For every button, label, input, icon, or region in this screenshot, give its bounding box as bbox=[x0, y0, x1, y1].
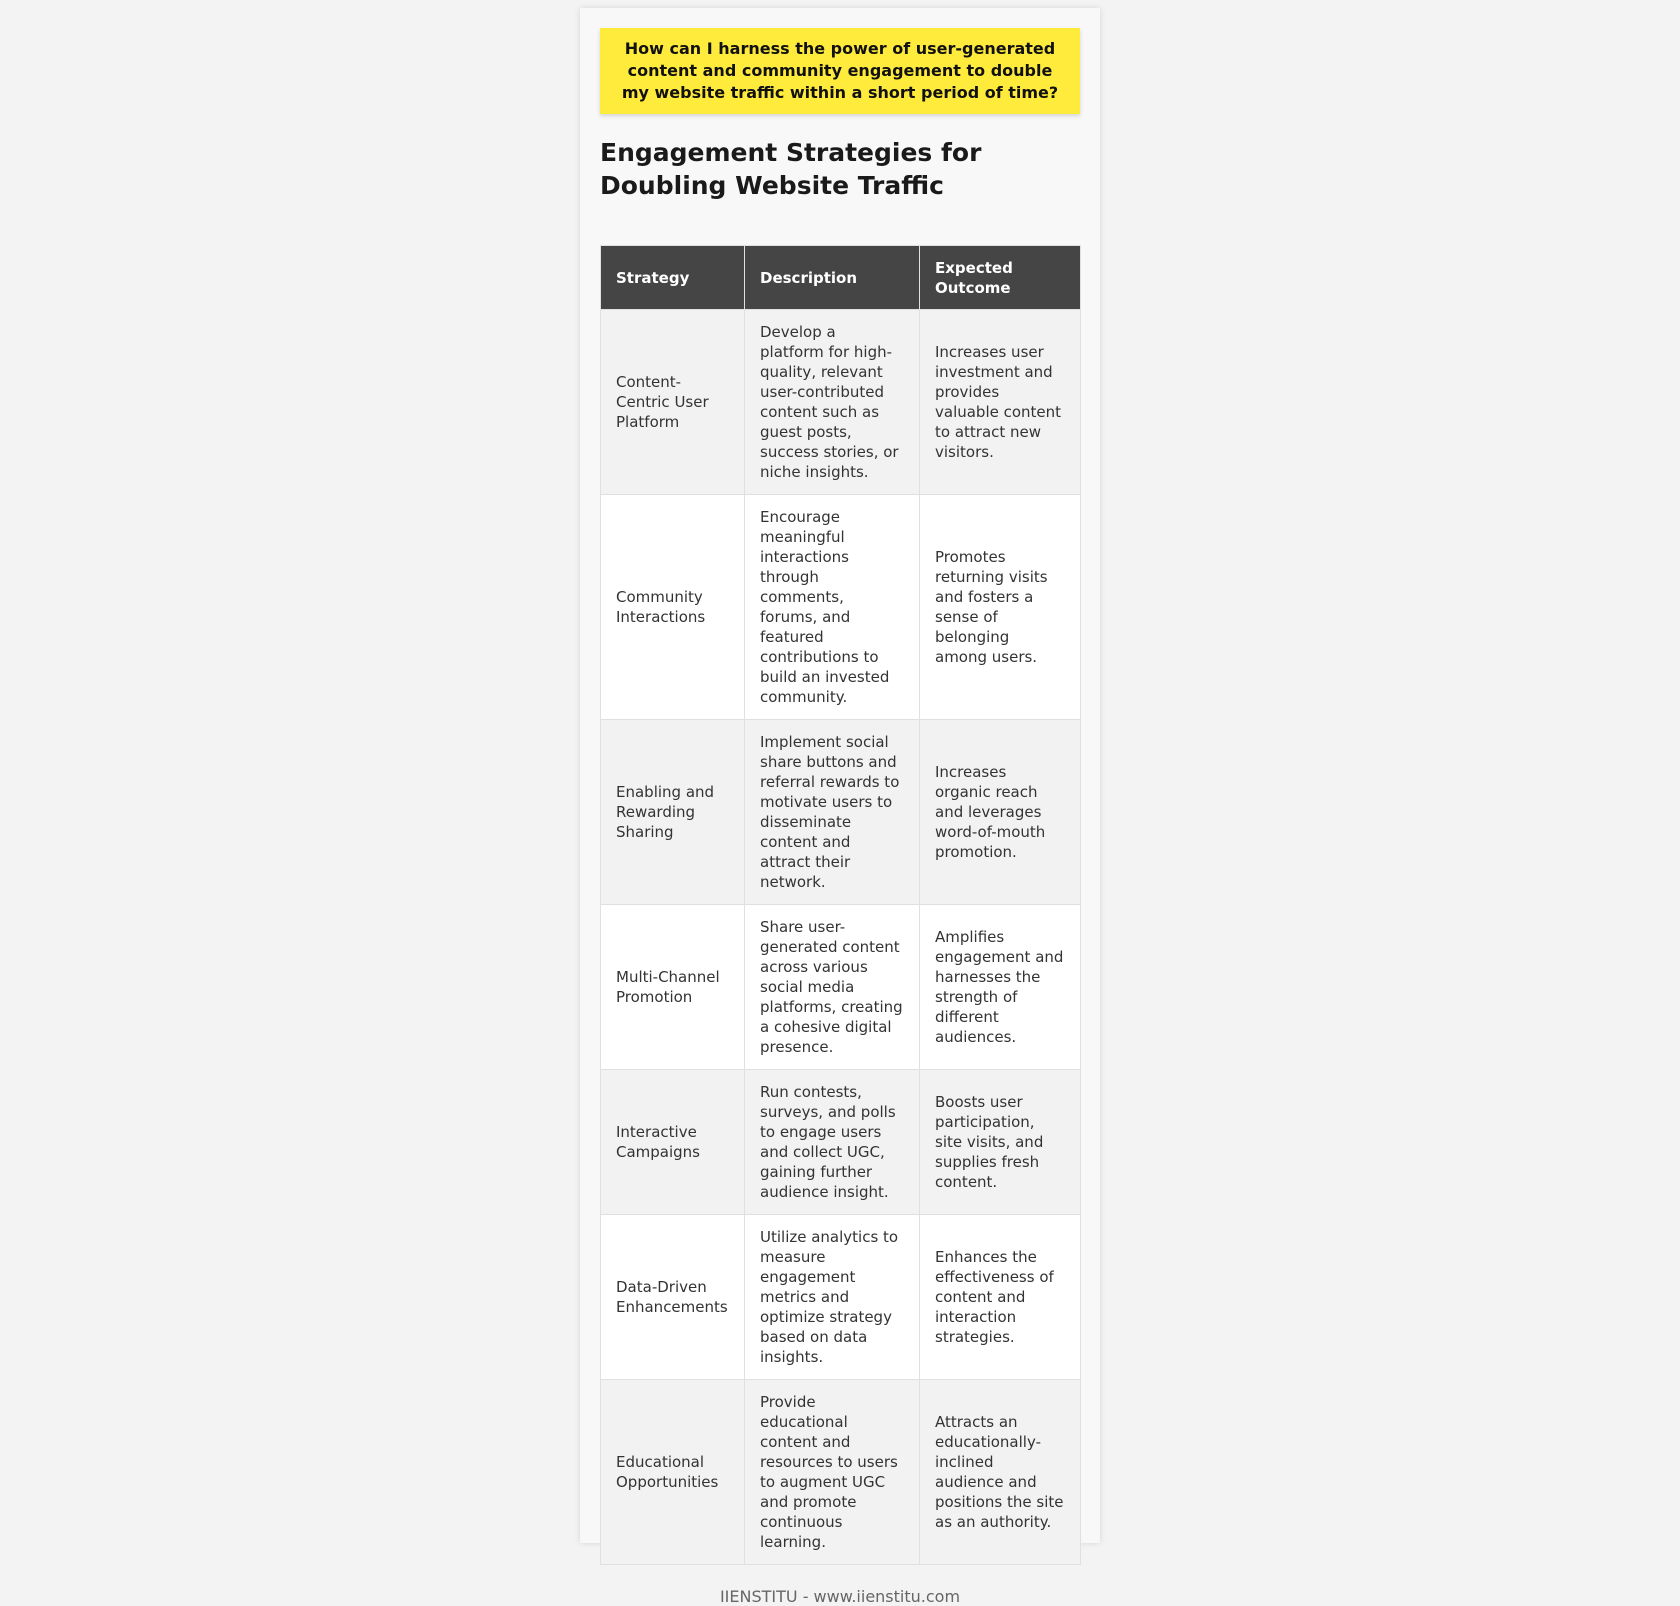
header-expected-outcome: Expected Outcome bbox=[920, 246, 1081, 310]
description-cell: Implement social share buttons and referral rewards to motivate users to disseminate content and attract their network. bbox=[745, 720, 920, 905]
table-row bbox=[601, 905, 1081, 1070]
strategy-cell: Community Interactions bbox=[601, 495, 745, 720]
strategy-cell: Educational Opportunities bbox=[601, 1380, 745, 1565]
outcome-cell: Promotes returning visits and fosters a sense of belonging among users. bbox=[920, 495, 1081, 720]
description-cell: Develop a platform for high-quality, relevant user-contributed content such as guest posts, success stories, or niche insights. bbox=[745, 310, 920, 495]
strategy-cell: Content-Centric User Platform bbox=[601, 310, 745, 495]
table-row bbox=[601, 720, 1081, 905]
table-row bbox=[601, 1070, 1081, 1215]
description-cell: Utilize analytics to measure engagement metrics and optimize strategy based on data insights. bbox=[745, 1215, 920, 1380]
outcome-cell: Amplifies engagement and harnesses the strength of different audiences. bbox=[920, 905, 1081, 1070]
strategy-cell: Data-Driven Enhancements bbox=[601, 1215, 745, 1380]
strategy-cell: Interactive Campaigns bbox=[601, 1070, 745, 1215]
table-row bbox=[601, 310, 1081, 495]
strategy-cell: Multi-Channel Promotion bbox=[601, 905, 745, 1070]
header-strategy: Strategy bbox=[601, 246, 745, 310]
outcome-cell: Increases organic reach and leverages word-of-mouth promotion. bbox=[920, 720, 1081, 905]
question-banner: How can I harness the power of user-generated content and community engagement to double my website traffic within a short period of time? bbox=[600, 28, 1080, 114]
description-cell: Provide educational content and resources to users to augment UGC and promote continuous learning. bbox=[745, 1380, 920, 1565]
outcome-cell: Attracts an educationally-inclined audience and positions the site as an authority. bbox=[920, 1380, 1081, 1565]
outcome-cell: Boosts user participation, site visits, and supplies fresh content. bbox=[920, 1070, 1081, 1215]
table-header-row bbox=[601, 246, 1081, 310]
table-row bbox=[601, 495, 1081, 720]
table-row bbox=[601, 1215, 1081, 1380]
page-title: Engagement Strategies for Doubling Website Traffic bbox=[600, 138, 982, 200]
description-cell: Encourage meaningful interactions through comments, forums, and featured contributions to build an invested community. bbox=[745, 495, 920, 720]
strategies-table bbox=[600, 245, 1081, 1565]
table-row bbox=[601, 1380, 1081, 1565]
content-card bbox=[580, 8, 1100, 1606]
header-description: Description bbox=[745, 246, 920, 310]
footer-credit: IIENSTITU - www.iienstitu.com bbox=[719, 1587, 961, 1606]
description-cell: Share user-generated content across various social media platforms, creating a cohesive digital presence. bbox=[745, 905, 920, 1070]
strategy-cell: Enabling and Rewarding Sharing bbox=[601, 720, 745, 905]
outcome-cell: Enhances the effectiveness of content and interaction strategies. bbox=[920, 1215, 1081, 1380]
outcome-cell: Increases user investment and provides valuable content to attract new visitors. bbox=[920, 310, 1081, 495]
description-cell: Run contests, surveys, and polls to engage users and collect UGC, gaining further audience insight. bbox=[745, 1070, 920, 1215]
